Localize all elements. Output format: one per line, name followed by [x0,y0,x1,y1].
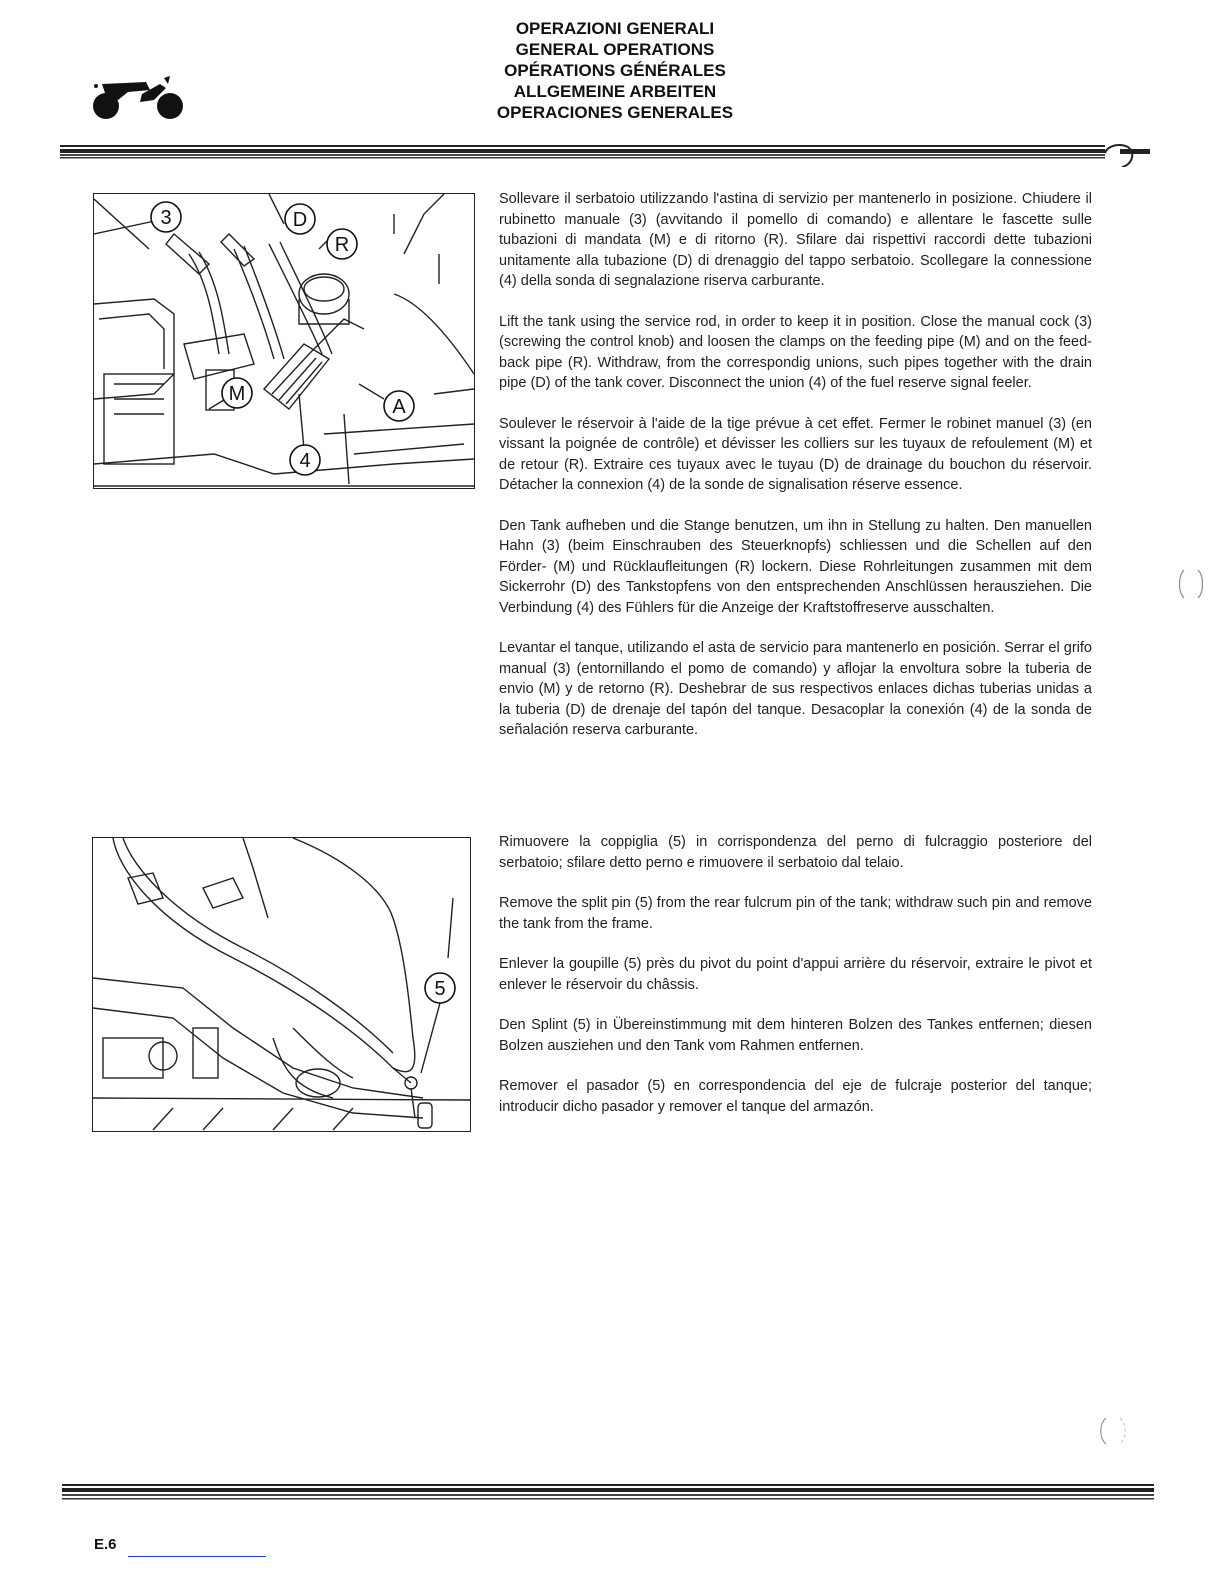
instruction-german: Den Splint (5) in Übereinstimmung mit dem hinteren Bolzen des Tankes entfernen; diesen Bolzen ausziehen und den Tank vom Rahmen entfernen. [499,1017,1092,1054]
section-2-instructions [499,832,1092,1137]
header-title-en: GENERAL OPERATIONS [515,40,715,59]
callout-label-5: 5 [434,978,446,1000]
page-number: E.6 [94,1536,117,1553]
instruction-english: Lift the tank using the service rod, in order to keep it in position. Close the manual cock (3) (screwing the control knob) and loosen the clamps on the feeding pipe (M) and on the feed-back pipe (R). Withdraw, from the correspondig unions, such pipes together with the drain pipe (D) of the tank cover. Disconnect the union (4) of the fuel reserve signal feeler. [499,313,1092,391]
instruction-italian: Sollevare il serbatoio utilizzando l'astina di servizio per mantenerlo in posizione. Chiudere il rubinetto manuale (3) (avvitando il pomello di comando) e allentare le fascette sulle tubazioni di mandata (M) e di ritorno (R). Sfilare dai rispettivi raccordi dette tubazioni unitamente alla tubazione (D) di drenaggio del tappo serbatoio. Scollegare la connessione (4) della sonda di segnalazione riserva carburante. [499,191,1092,289]
binder-hole-mark [1176,566,1206,602]
instruction-german: Den Tank aufheben und die Stange benutzen, um ihn in Stellung zu halten. Den manuellen Hahn (3) (beim Einschrauben des Steuerknopfs) schliessen und die Schellen auf den Förder- (M) und Rücklaufleitungen (R) lockern. Diese Rohrleitungen zusammen mit dem Sickerrohr (D) des Tankstopfens von den entsprechenden Anschlüssen herausziehen. Die Verbindung (4) des Fühlers für die Anzeige der Kraftstoffreserve ausschalten. [499,517,1092,616]
header-rule [60,143,1150,167]
instruction-spanish: Remover el pasador (5) en correspondencia del eje de fulcraje posterior del tanque; introducir dicho pasador y remover el tanque del armazón. [499,1078,1092,1115]
callout-label-r: R [334,234,350,256]
instruction-french: Soulever le réservoir à l'aide de la tige prévue à cet effet. Fermer le robinet manuel (3) (en vissant la poignée de contrôle) et dévisser les colliers sur les tuyaux de refoulement (M) et de retour (R). Extraire ces tuyaux avec le tuyau (D) de drainage du bouchon du réservoir. Détacher la connexion (4) de la sonde de signalisation réserve essence. [499,415,1092,493]
instruction-french: Enlever la goupille (5) près du pivot du point d'appui arrière du réservoir, extraire le pivot et enlever le réservoir du châssis. [499,956,1092,993]
footer-rule [62,1483,1154,1503]
callout-label-a: A [392,396,406,418]
motorcycle-icon [88,70,188,126]
figure-fuel-lines [93,193,475,489]
callout-label-4: 4 [299,450,311,472]
figure-tank-removal [92,837,471,1132]
header-title-it: OPERAZIONI GENERALI [515,19,715,38]
binder-hole-mark [1096,1414,1130,1448]
tank-rear-pin-illustration [93,838,470,1131]
instruction-spanish: Levantar el tanque, utilizando el asta de servicio para mantenerlo en posición. Serrar el grifo manual (3) (entornillando el pomo de comando) y aflojar la envoltura sobre la tuberia de envio (M) y de retorno (R). Deshebrar de sus respectivos enlaces dichas tuberias unidas a la tuberia (D) de drenaje del tapón del tanque. Desacoplar la conexión (4) de la sonda de señalación reserva carburante. [499,640,1092,738]
header-title-es: OPERACIONES GENERALES [496,103,734,122]
section-header [420,18,810,123]
callout-label-m: M [228,383,246,405]
callout-label-d: D [292,209,308,231]
header-title-de: ALLGEMEINE ARBEITEN [513,82,717,101]
callout-label-3: 3 [160,207,172,229]
instruction-english: Remove the split pin (5) from the rear fulcrum pin of the tank; withdraw such pin and remove the tank from the frame. [499,895,1092,932]
instruction-italian: Rimuovere la coppiglia (5) in corrispondenza del perno di fulcraggio posteriore del serbatoio; sfilare detto perno e rimuovere il serbatoio dal telaio. [499,834,1092,871]
section-1-instructions [499,189,1092,761]
fuel-tank-lines-illustration [94,194,474,488]
header-title-fr: OPÉRATIONS GÉNÉRALES [504,61,726,80]
footer-link-underline [128,1556,266,1557]
